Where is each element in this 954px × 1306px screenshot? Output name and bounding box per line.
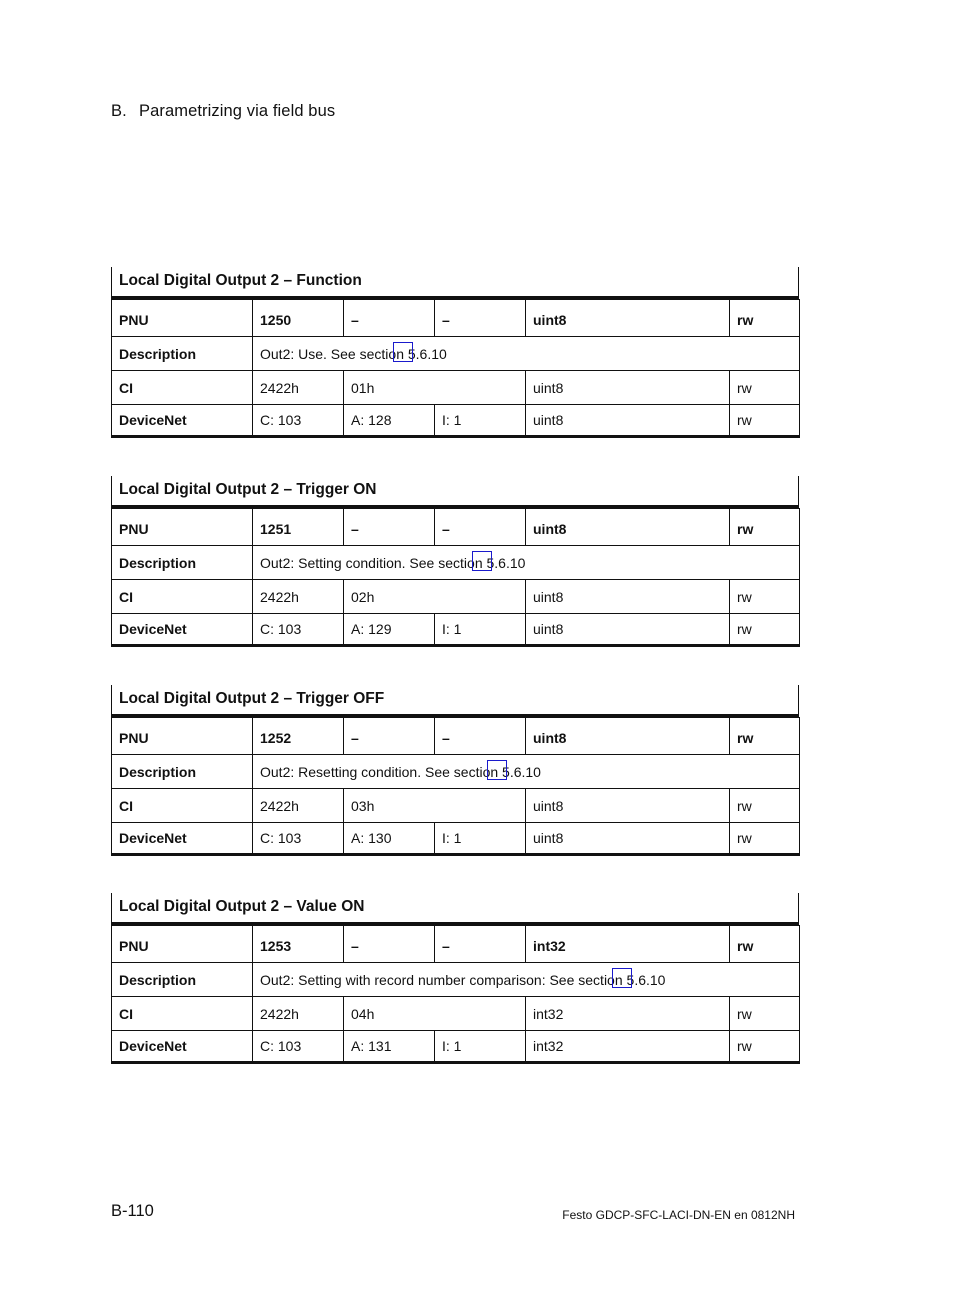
description-label: Description [112, 337, 253, 371]
description-row [112, 337, 800, 371]
devicenet-label: DeviceNet [112, 1031, 253, 1063]
ci-subindex: 03h [344, 789, 526, 823]
pnu-sub2: – [435, 718, 526, 755]
link-box [393, 342, 413, 362]
description-label: Description [112, 546, 253, 580]
devicenet-attribute: A: 130 [344, 823, 435, 855]
pnu-access: rw [730, 509, 800, 546]
devicenet-instance: I: 1 [435, 823, 526, 855]
devicenet-label: DeviceNet [112, 823, 253, 855]
devicenet-row [112, 1031, 800, 1063]
appendix-letter: B. [111, 102, 127, 120]
pnu-sub1: – [344, 718, 435, 755]
pnu-sub2: – [435, 300, 526, 337]
devicenet-row [112, 614, 800, 646]
devicenet-attribute: A: 128 [344, 405, 435, 437]
ci-index: 2422h [253, 371, 344, 405]
devicenet-access: rw [730, 823, 800, 855]
param-title: Local Digital Output 2 – Trigger OFF [111, 685, 799, 717]
ci-label: CI [112, 371, 253, 405]
ci-access: rw [730, 789, 800, 823]
devicenet-label: DeviceNet [112, 614, 253, 646]
pnu-value: 1252 [253, 718, 344, 755]
devicenet-instance: I: 1 [435, 614, 526, 646]
devicenet-access: rw [730, 614, 800, 646]
section-link[interactable]: n 5 [396, 346, 415, 362]
ci-index: 2422h [253, 997, 344, 1031]
devicenet-row [112, 405, 800, 437]
pnu-label: PNU [112, 926, 253, 963]
param-title: Local Digital Output 2 – Value ON [111, 893, 799, 925]
param-table [111, 508, 800, 647]
pnu-sub1: – [344, 509, 435, 546]
section-link[interactable]: n 5 [615, 972, 634, 988]
page-header [111, 102, 335, 121]
devicenet-type: int32 [526, 1031, 730, 1063]
devicenet-label: DeviceNet [112, 405, 253, 437]
devicenet-row [112, 823, 800, 855]
section-link[interactable]: n 5 [490, 764, 509, 780]
ci-index: 2422h [253, 580, 344, 614]
section-link[interactable]: n 5 [475, 555, 494, 571]
description-row [112, 546, 800, 580]
pnu-label: PNU [112, 300, 253, 337]
devicenet-type: uint8 [526, 405, 730, 437]
ci-label: CI [112, 789, 253, 823]
pnu-access: rw [730, 300, 800, 337]
ci-type: uint8 [526, 580, 730, 614]
devicenet-class: C: 103 [253, 405, 344, 437]
ci-access: rw [730, 580, 800, 614]
ci-type: int32 [526, 997, 730, 1031]
param-block-1252 [111, 685, 799, 856]
pnu-type: uint8 [526, 718, 730, 755]
pnu-row [112, 509, 800, 546]
param-title: Local Digital Output 2 – Function [111, 267, 799, 299]
pnu-value: 1250 [253, 300, 344, 337]
devicenet-attribute: A: 129 [344, 614, 435, 646]
devicenet-type: uint8 [526, 614, 730, 646]
pnu-sub2: – [435, 926, 526, 963]
pnu-row [112, 926, 800, 963]
param-table [111, 925, 800, 1064]
ci-type: uint8 [526, 371, 730, 405]
description-label: Description [112, 755, 253, 789]
param-block-1253 [111, 893, 799, 1064]
devicenet-class: C: 103 [253, 614, 344, 646]
pnu-sub1: – [344, 926, 435, 963]
pnu-value: 1253 [253, 926, 344, 963]
devicenet-access: rw [730, 1031, 800, 1063]
pnu-sub1: – [344, 300, 435, 337]
devicenet-instance: I: 1 [435, 405, 526, 437]
description-text: Out2: Setting with record number comparison: See sectio n 5.6.10 [253, 963, 800, 997]
link-box [487, 760, 507, 780]
pnu-label: PNU [112, 509, 253, 546]
ci-row [112, 580, 800, 614]
pnu-type: uint8 [526, 300, 730, 337]
page-number: B-110 [111, 1202, 154, 1220]
ci-access: rw [730, 997, 800, 1031]
description-text: Out2: Setting condition. See sectio n 5.6.10 [253, 546, 800, 580]
ci-label: CI [112, 997, 253, 1031]
link-box [612, 968, 632, 988]
pnu-type: uint8 [526, 509, 730, 546]
document-id: Festo GDCP-SFC-LACI-DN-EN en 0812NH [562, 1208, 795, 1222]
description-text: Out2: Use. See sectio n 5.6.10 [253, 337, 800, 371]
devicenet-attribute: A: 131 [344, 1031, 435, 1063]
param-block-1251 [111, 476, 799, 647]
description-text: Out2: Resetting condition. See sectio n 5.6.10 [253, 755, 800, 789]
param-block-1250 [111, 267, 799, 438]
param-table [111, 299, 800, 438]
devicenet-access: rw [730, 405, 800, 437]
pnu-value: 1251 [253, 509, 344, 546]
pnu-type: int32 [526, 926, 730, 963]
ci-row [112, 371, 800, 405]
pnu-label: PNU [112, 718, 253, 755]
ci-subindex: 02h [344, 580, 526, 614]
description-label: Description [112, 963, 253, 997]
devicenet-instance: I: 1 [435, 1031, 526, 1063]
param-title: Local Digital Output 2 – Trigger ON [111, 476, 799, 508]
ci-label: CI [112, 580, 253, 614]
appendix-title: Parametrizing via field bus [139, 102, 336, 120]
devicenet-type: uint8 [526, 823, 730, 855]
ci-type: uint8 [526, 789, 730, 823]
ci-access: rw [730, 371, 800, 405]
description-row [112, 755, 800, 789]
description-row [112, 963, 800, 997]
pnu-row [112, 718, 800, 755]
ci-row [112, 789, 800, 823]
devicenet-class: C: 103 [253, 1031, 344, 1063]
pnu-row [112, 300, 800, 337]
ci-index: 2422h [253, 789, 344, 823]
ci-row [112, 997, 800, 1031]
ci-subindex: 01h [344, 371, 526, 405]
param-table [111, 717, 800, 856]
ci-subindex: 04h [344, 997, 526, 1031]
link-box [472, 551, 492, 571]
pnu-sub2: – [435, 509, 526, 546]
devicenet-class: C: 103 [253, 823, 344, 855]
pnu-access: rw [730, 718, 800, 755]
pnu-access: rw [730, 926, 800, 963]
